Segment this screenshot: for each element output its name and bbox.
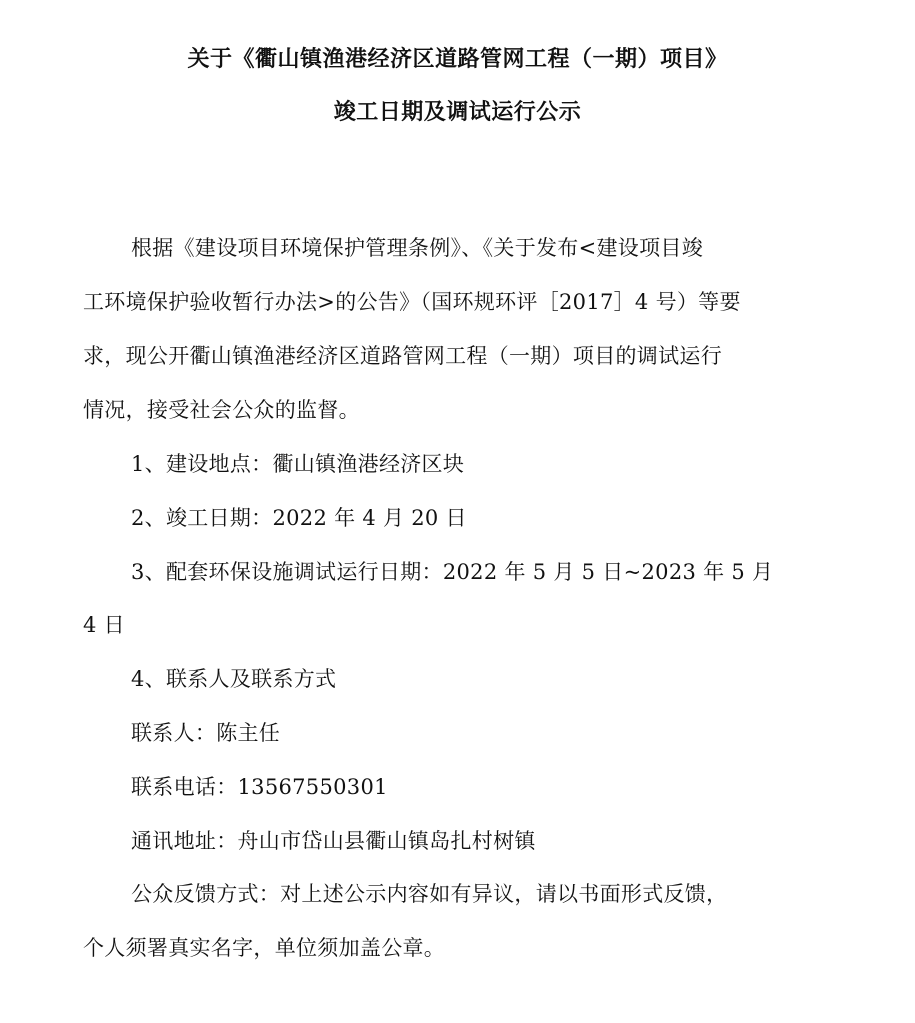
intro-line-4: 情况，接受社会公众的监督。 bbox=[83, 398, 360, 422]
feedback-line-2: 个人须署真实名字，单位须加盖公章。 bbox=[83, 936, 446, 960]
contact-address: 通讯地址：舟山市岱山县衢山镇岛扎村树镇 bbox=[131, 829, 536, 853]
item-completion-date: 2、竣工日期：2022 年 4 月 20 日 bbox=[131, 506, 467, 530]
intro-line-3: 求，现公开衢山镇渔港经济区道路管网工程（一期）项目的调试运行 bbox=[83, 344, 722, 368]
contact-phone: 联系电话：13567550301 bbox=[131, 775, 388, 799]
intro-line-2: 工环境保护验收暂行办法>的公告》（国环规环评［2017］4 号）等要 bbox=[83, 290, 741, 314]
item-construction-location: 1、建设地点：衢山镇渔港经济区块 bbox=[131, 452, 465, 476]
item-debug-period-line1: 3、配套环保设施调试运行日期：2022 年 5 月 5 日~2023 年 5 月 bbox=[131, 560, 774, 584]
intro-line-1: 根据《建设项目环境保护管理条例》、《关于发布<建设项目竣 bbox=[131, 236, 703, 260]
document-title-line1: 关于《衢山镇渔港经济区道路管网工程（一期）项目》 bbox=[187, 46, 728, 72]
document-title-line2: 竣工日期及调试运行公示 bbox=[333, 99, 582, 125]
item-debug-period-line2: 4 日 bbox=[83, 613, 125, 637]
feedback-line-1: 公众反馈方式：对上述公示内容如有异议，请以书面形式反馈， bbox=[131, 882, 728, 906]
contact-person: 联系人：陈主任 bbox=[131, 721, 281, 745]
item-contact-heading: 4、联系人及联系方式 bbox=[131, 667, 337, 691]
